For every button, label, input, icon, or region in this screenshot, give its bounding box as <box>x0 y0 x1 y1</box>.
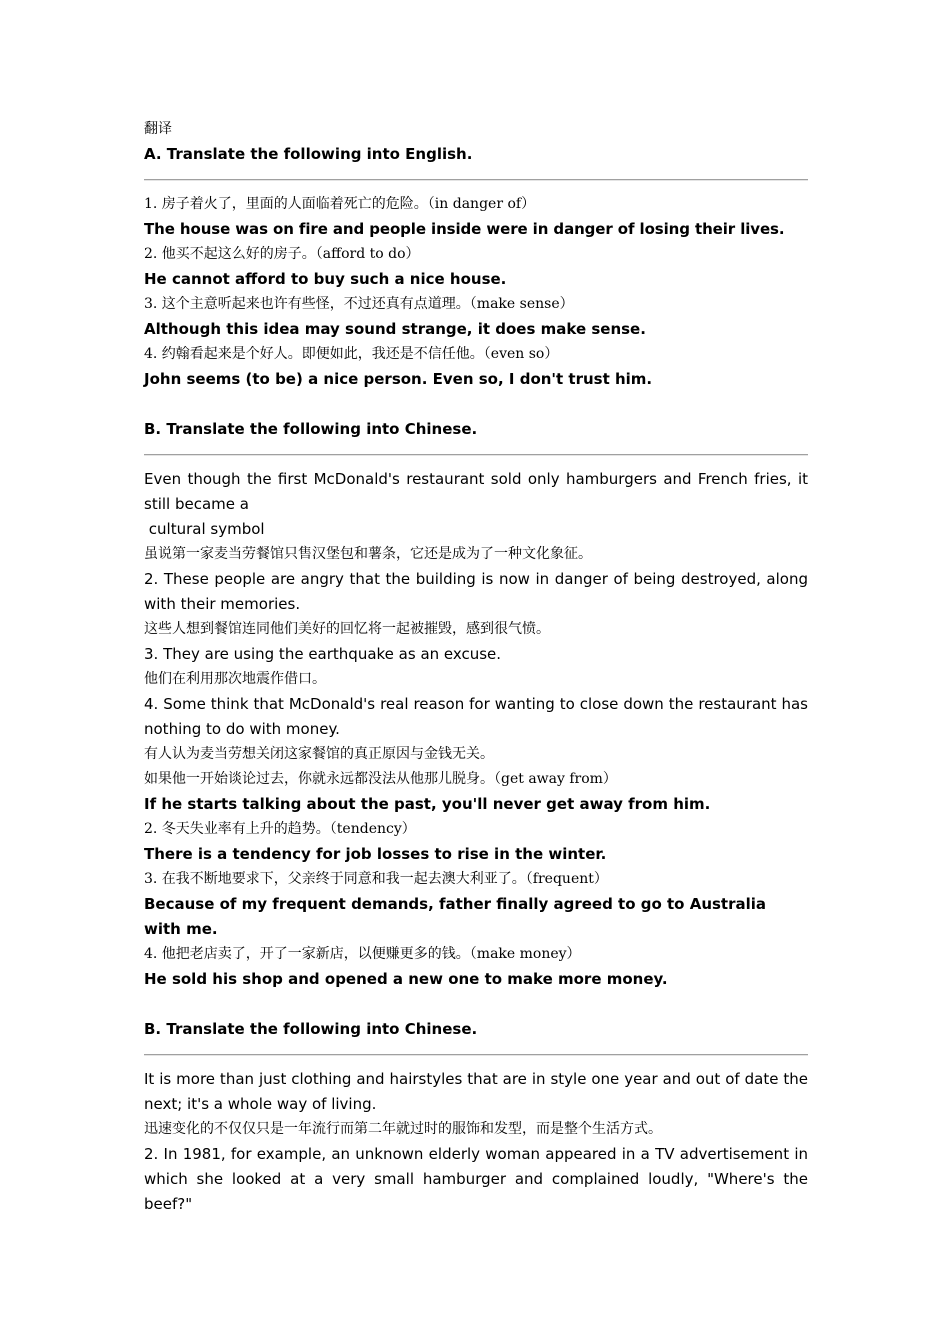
section-b-heading: B. Translate the following into Chinese. <box>144 1020 478 1038</box>
answer-text: John seems (to be) a nice person. Even so, I don't trust him. <box>144 370 653 388</box>
section-divider <box>144 179 808 181</box>
document-body <box>144 117 813 1217</box>
question-prompt: 3. 这个主意听起来也许有些怪，不过还真有点道理。（make sense） <box>144 296 574 312</box>
question-prompt: 1. 房子着火了，里面的人面临着死亡的危险。（in danger of） <box>144 196 536 212</box>
answer-text: Although this idea may sound strange, it does make sense. <box>144 320 646 338</box>
english-passage: Even though the first McDonald's restaurant sold only hamburgers and French fries, it still became a <box>144 470 813 513</box>
spacer <box>144 992 808 1017</box>
section-divider <box>144 454 808 456</box>
page-title: 翻译 <box>144 121 172 137</box>
question-prompt: 如果他一开始谈论过去，你就永远都没法从他那儿脱身。（get away from） <box>144 771 617 787</box>
question-prompt: 3. 在我不断地要求下，父亲终于同意和我一起去澳大利亚了。（frequent） <box>144 871 608 887</box>
answer-text: If he starts talking about the past, you'll never get away from him. <box>144 795 711 813</box>
answer-text: There is a tendency for job losses to rise in the winter. <box>144 845 607 863</box>
answer-text: Because of my frequent demands, father finally agreed to go to Australia with me. <box>144 895 772 938</box>
english-passage: 2. These people are angry that the building is now in danger of being destroyed, along with their memories. <box>144 570 813 613</box>
question-prompt: 4. 他把老店卖了，开了一家新店，以便赚更多的钱。（make money） <box>144 946 581 962</box>
answer-text: He cannot afford to buy such a nice house. <box>144 270 507 288</box>
english-passage: cultural symbol <box>144 520 265 538</box>
section-divider <box>144 1054 808 1056</box>
chinese-translation: 他们在利用那次地震作借口。 <box>144 671 326 687</box>
english-passage: 4. Some think that McDonald's real reason for wanting to close down the restaurant has nothing to do with money. <box>144 695 813 738</box>
question-prompt: 2. 他买不起这么好的房子。（afford to do） <box>144 246 420 262</box>
english-passage: 2. In 1981, for example, an unknown elderly woman appeared in a TV advertisement in which she looked at a very small hamburger and complained loudly, "Where's the beef?" <box>144 1145 813 1213</box>
answer-text: He sold his shop and opened a new one to make more money. <box>144 970 668 988</box>
chinese-translation: 有人认为麦当劳想关闭这家餐馆的真正原因与金钱无关。 <box>144 746 494 762</box>
question-prompt: 4. 约翰看起来是个好人。即便如此，我还是不信任他。（even so） <box>144 346 559 362</box>
answer-text: The house was on fire and people inside were in danger of losing their lives. <box>144 220 785 238</box>
english-passage: It is more than just clothing and hairstyles that are in style one year and out of date the next; it's a whole way of living. <box>144 1070 813 1113</box>
section-a-heading: A. Translate the following into English. <box>144 145 473 163</box>
question-prompt: 2. 冬天失业率有上升的趋势。（tendency） <box>144 821 416 837</box>
chinese-translation: 这些人想到餐馆连同他们美好的回忆将一起被摧毁，感到很气愤。 <box>144 621 550 637</box>
chinese-translation: 虽说第一家麦当劳餐馆只售汉堡包和薯条，它还是成为了一种文化象征。 <box>144 546 592 562</box>
english-passage: 3. They are using the earthquake as an excuse. <box>144 645 502 663</box>
section-b-heading: B. Translate the following into Chinese. <box>144 420 478 438</box>
spacer <box>144 392 808 417</box>
chinese-translation: 迅速变化的不仅仅只是一年流行而第二年就过时的服饰和发型，而是整个生活方式。 <box>144 1121 662 1137</box>
